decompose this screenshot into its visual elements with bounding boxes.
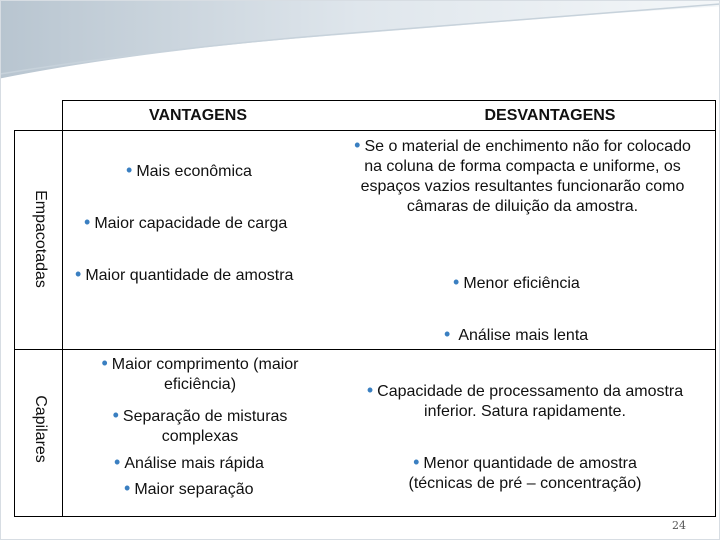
table-right-border (715, 100, 716, 517)
bullet-icon: • (354, 135, 361, 155)
list-item: • Capacidade de processamento da amostra inferior. Satura rapidamente. (366, 380, 684, 420)
list-item: • Maior separação (124, 478, 254, 498)
header-desvantagens: DESVANTAGENS (484, 107, 616, 124)
bullet-icon: • (114, 452, 121, 472)
wave-decoration (0, 0, 720, 90)
bullet-icon: • (126, 160, 133, 180)
list-item: • Menor quantidade de amostra (técnicas de pré – concentração) (408, 452, 642, 492)
bullet-icon: • (413, 452, 420, 472)
list-item: • Análise mais lenta (444, 324, 589, 344)
list-item: • Separação de misturas complexas (112, 405, 288, 445)
row-label-capilares: Capilares (32, 395, 49, 463)
bullet-icon: • (112, 405, 119, 425)
header-vantagens: VANTAGENS (148, 107, 248, 124)
bullet-icon: • (84, 212, 91, 232)
row-label-empacotadas: Empacotadas (32, 190, 49, 288)
table-top-border (62, 100, 716, 101)
bullet-icon: • (124, 478, 131, 498)
list-item: • Se o material de enchimento não for colocado na coluna de forma compacta e uniforme, os espaços vazios resultantes funcionarão como câmaras de diluição da amostra. (354, 135, 691, 215)
table-bottom-border (14, 516, 716, 517)
list-item: • Maior capacidade de carga (84, 212, 288, 232)
bullet-icon: • (444, 324, 451, 344)
decorative-header-band (0, 0, 720, 90)
list-item: • Análise mais rápida (114, 452, 264, 472)
table-header-divider (14, 130, 716, 131)
table-left-border (14, 130, 15, 517)
list-item: • Maior quantidade de amostra (75, 264, 294, 284)
page-number: 24 (672, 519, 686, 532)
list-item: • Mais econômica (126, 160, 252, 180)
list-item: • Maior comprimento (maior eficiência) (101, 353, 299, 393)
bullet-icon: • (75, 264, 82, 284)
table-label-divider (62, 100, 63, 517)
bullet-icon: • (366, 380, 374, 400)
table-row-divider (14, 349, 716, 350)
bullet-icon: • (101, 353, 108, 373)
bullet-icon: • (453, 272, 460, 292)
list-item: • Menor eficiência (453, 272, 580, 292)
